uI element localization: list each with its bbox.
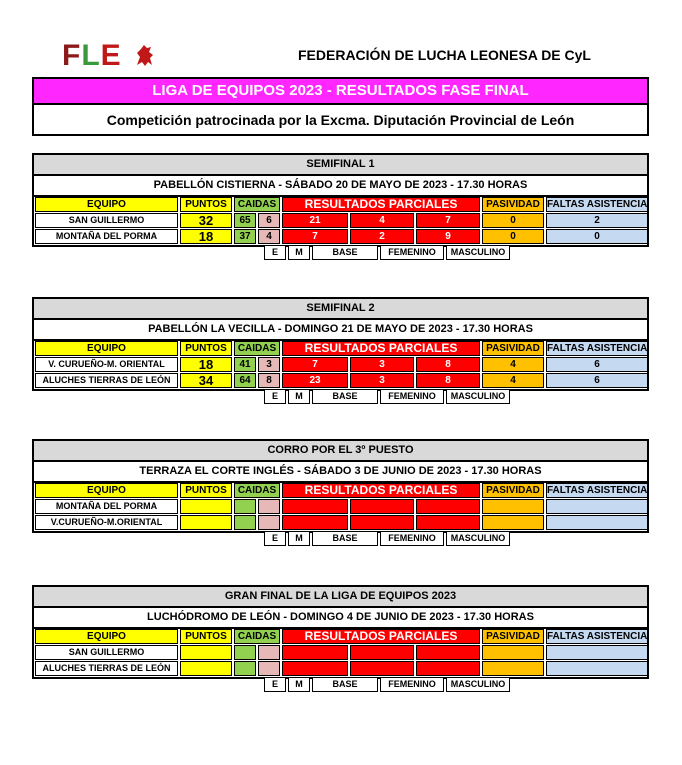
caidas-header: CAIDAS bbox=[234, 197, 280, 212]
caidas-m-cell bbox=[258, 661, 280, 676]
femenino-cell: 2 bbox=[350, 229, 414, 244]
base-cell: 7 bbox=[282, 357, 348, 372]
table-row bbox=[34, 373, 647, 389]
caidas-header: CAIDAS bbox=[234, 629, 280, 644]
caidas-m-cell bbox=[258, 645, 280, 660]
caidas-header: CAIDAS bbox=[234, 483, 280, 498]
base-cell bbox=[282, 499, 348, 514]
page-subtitle: Competición patrocinada por la Excma. Diputación Provincial de León bbox=[106, 112, 575, 128]
footer-femenino: FEMENINO bbox=[380, 677, 444, 692]
team-cell: MONTAÑA DEL PORMA bbox=[35, 499, 178, 514]
footer-femenino: FEMENINO bbox=[380, 389, 444, 404]
footer-masculino: MASCULINO bbox=[446, 245, 510, 260]
masculino-cell: 8 bbox=[416, 357, 480, 372]
federation-name: FEDERACIÓN DE LUCHA LEONESA DE CyL bbox=[298, 47, 591, 63]
section-title: SEMIFINAL 1 bbox=[34, 155, 647, 176]
section-venue: LUCHÓDROMO DE LEÓN - DOMINGO 4 DE JUNIO DE 2023 - 17.30 HORAS bbox=[34, 608, 647, 629]
footer-m: M bbox=[288, 677, 310, 692]
footer-e: E bbox=[264, 531, 286, 546]
table-row bbox=[34, 661, 647, 677]
column-footer bbox=[32, 245, 649, 261]
pasividad-cell bbox=[482, 515, 544, 530]
caidas-m-cell: 6 bbox=[258, 213, 280, 228]
caidas-m-cell bbox=[258, 515, 280, 530]
section-1 bbox=[32, 153, 649, 247]
femenino-cell bbox=[350, 645, 414, 660]
column-footer bbox=[32, 531, 649, 547]
masculino-cell: 7 bbox=[416, 213, 480, 228]
base-cell: 7 bbox=[282, 229, 348, 244]
puntos-header: PUNTOS bbox=[180, 483, 232, 498]
caidas-e-cell bbox=[234, 661, 256, 676]
column-header-row bbox=[34, 629, 647, 645]
masculino-cell: 8 bbox=[416, 373, 480, 388]
femenino-cell bbox=[350, 515, 414, 530]
table-row bbox=[34, 645, 647, 661]
team-cell: V.CURUEÑO-M.ORIENTAL bbox=[35, 515, 178, 530]
parciales-header: RESULTADOS PARCIALES bbox=[282, 483, 480, 498]
faltas-header: FALTAS ASISTENCIA bbox=[547, 631, 648, 642]
footer-base: BASE bbox=[312, 677, 378, 692]
caidas-e-cell bbox=[234, 645, 256, 660]
footer-m: M bbox=[288, 389, 310, 404]
federation-logo bbox=[62, 38, 158, 74]
section-4 bbox=[32, 585, 649, 679]
footer-masculino: MASCULINO bbox=[446, 677, 510, 692]
section-3 bbox=[32, 439, 649, 533]
footer-femenino: FEMENINO bbox=[380, 531, 444, 546]
logo-letter-f: F bbox=[62, 39, 82, 72]
masculino-cell bbox=[416, 645, 480, 660]
faltas-cell: 0 bbox=[546, 229, 648, 244]
femenino-cell bbox=[350, 661, 414, 676]
caidas-m-cell: 4 bbox=[258, 229, 280, 244]
footer-masculino: MASCULINO bbox=[446, 389, 510, 404]
pasividad-header: PASIVIDAD bbox=[482, 197, 544, 212]
faltas-header: FALTAS ASISTENCIA bbox=[547, 343, 648, 354]
section-venue: TERRAZA EL CORTE INGLÉS - SÁBADO 3 DE JUNIO DE 2023 - 17.30 HORAS bbox=[34, 462, 647, 483]
faltas-cell bbox=[546, 499, 648, 514]
base-cell: 21 bbox=[282, 213, 348, 228]
femenino-cell bbox=[350, 499, 414, 514]
pasividad-cell bbox=[482, 661, 544, 676]
faltas-cell bbox=[546, 645, 648, 660]
footer-base: BASE bbox=[312, 389, 378, 404]
column-footer bbox=[32, 677, 649, 693]
base-cell bbox=[282, 645, 348, 660]
equipo-header: EQUIPO bbox=[35, 341, 178, 356]
equipo-header: EQUIPO bbox=[35, 483, 178, 498]
femenino-cell: 3 bbox=[350, 357, 414, 372]
pasividad-cell bbox=[482, 499, 544, 514]
puntos-header: PUNTOS bbox=[180, 629, 232, 644]
masculino-cell bbox=[416, 515, 480, 530]
footer-m: M bbox=[288, 245, 310, 260]
table-row bbox=[34, 499, 647, 515]
page-title: LIGA DE EQUIPOS 2023 - RESULTADOS FASE FINAL bbox=[34, 79, 647, 105]
points-cell bbox=[180, 499, 232, 514]
faltas-cell: 2 bbox=[546, 213, 648, 228]
points-cell bbox=[180, 645, 232, 660]
parciales-header: RESULTADOS PARCIALES bbox=[282, 197, 480, 212]
faltas-cell bbox=[546, 661, 648, 676]
points-cell: 18 bbox=[180, 357, 232, 372]
team-cell: V. CURUEÑO-M. ORIENTAL bbox=[35, 357, 178, 372]
footer-e: E bbox=[264, 677, 286, 692]
section-title: GRAN FINAL DE LA LIGA DE EQUIPOS 2023 bbox=[34, 587, 647, 608]
section-title: SEMIFINAL 2 bbox=[34, 299, 647, 320]
base-cell: 23 bbox=[282, 373, 348, 388]
column-header-row bbox=[34, 341, 647, 357]
table-row bbox=[34, 213, 647, 229]
base-cell bbox=[282, 661, 348, 676]
caidas-m-cell: 3 bbox=[258, 357, 280, 372]
caidas-e-cell bbox=[234, 499, 256, 514]
faltas-cell: 6 bbox=[546, 373, 648, 388]
caidas-e-cell: 41 bbox=[234, 357, 256, 372]
points-cell: 34 bbox=[180, 373, 232, 388]
caidas-e-cell: 64 bbox=[234, 373, 256, 388]
footer-e: E bbox=[264, 389, 286, 404]
footer-base: BASE bbox=[312, 245, 378, 260]
caidas-e-cell: 37 bbox=[234, 229, 256, 244]
footer-m: M bbox=[288, 531, 310, 546]
points-cell bbox=[180, 515, 232, 530]
femenino-cell: 3 bbox=[350, 373, 414, 388]
pasividad-cell: 4 bbox=[482, 373, 544, 388]
column-header-row bbox=[34, 483, 647, 499]
faltas-header: FALTAS ASISTENCIA bbox=[547, 485, 648, 496]
points-cell: 32 bbox=[180, 213, 232, 228]
pasividad-header: PASIVIDAD bbox=[482, 483, 544, 498]
table-row bbox=[34, 229, 647, 245]
faltas-cell: 6 bbox=[546, 357, 648, 372]
puntos-header: PUNTOS bbox=[180, 197, 232, 212]
caidas-header: CAIDAS bbox=[234, 341, 280, 356]
section-venue: PABELLÓN LA VECILLA - DOMINGO 21 DE MAYO DE 2023 - 17.30 HORAS bbox=[34, 320, 647, 341]
team-cell: MONTAÑA DEL PORMA bbox=[35, 229, 178, 244]
footer-femenino: FEMENINO bbox=[380, 245, 444, 260]
caidas-m-cell bbox=[258, 499, 280, 514]
team-cell: SAN GUILLERMO bbox=[35, 645, 178, 660]
base-cell bbox=[282, 515, 348, 530]
puntos-header: PUNTOS bbox=[180, 341, 232, 356]
caidas-e-cell: 65 bbox=[234, 213, 256, 228]
pasividad-header: PASIVIDAD bbox=[482, 341, 544, 356]
footer-e: E bbox=[264, 245, 286, 260]
section-title: CORRO POR EL 3º PUESTO bbox=[34, 441, 647, 462]
pasividad-cell bbox=[482, 645, 544, 660]
team-cell: SAN GUILLERMO bbox=[35, 213, 178, 228]
section-venue: PABELLÓN CISTIERNA - SÁBADO 20 DE MAYO DE 2023 - 17.30 HORAS bbox=[34, 176, 647, 197]
page-header bbox=[32, 77, 649, 136]
column-footer bbox=[32, 389, 649, 405]
logo-letter-e: E bbox=[100, 39, 122, 72]
pasividad-cell: 0 bbox=[482, 213, 544, 228]
parciales-header: RESULTADOS PARCIALES bbox=[282, 341, 480, 356]
points-cell bbox=[180, 661, 232, 676]
points-cell: 18 bbox=[180, 229, 232, 244]
pasividad-cell: 0 bbox=[482, 229, 544, 244]
pasividad-cell: 4 bbox=[482, 357, 544, 372]
table-row bbox=[34, 357, 647, 373]
team-cell: ALUCHES TIERRAS DE LEÓN bbox=[35, 661, 178, 676]
caidas-m-cell: 8 bbox=[258, 373, 280, 388]
faltas-cell bbox=[546, 515, 648, 530]
footer-base: BASE bbox=[312, 531, 378, 546]
team-cell: ALUCHES TIERRAS DE LEÓN bbox=[35, 373, 178, 388]
masculino-cell bbox=[416, 661, 480, 676]
logo-letter-l: L bbox=[81, 39, 101, 72]
masculino-cell: 9 bbox=[416, 229, 480, 244]
lion-icon bbox=[134, 43, 156, 69]
table-row bbox=[34, 515, 647, 531]
femenino-cell: 4 bbox=[350, 213, 414, 228]
pasividad-header: PASIVIDAD bbox=[482, 629, 544, 644]
section-2 bbox=[32, 297, 649, 391]
equipo-header: EQUIPO bbox=[35, 629, 178, 644]
column-header-row bbox=[34, 197, 647, 213]
footer-masculino: MASCULINO bbox=[446, 531, 510, 546]
equipo-header: EQUIPO bbox=[35, 197, 178, 212]
parciales-header: RESULTADOS PARCIALES bbox=[282, 629, 480, 644]
masculino-cell bbox=[416, 499, 480, 514]
faltas-header: FALTAS ASISTENCIA bbox=[547, 199, 648, 210]
caidas-e-cell bbox=[234, 515, 256, 530]
